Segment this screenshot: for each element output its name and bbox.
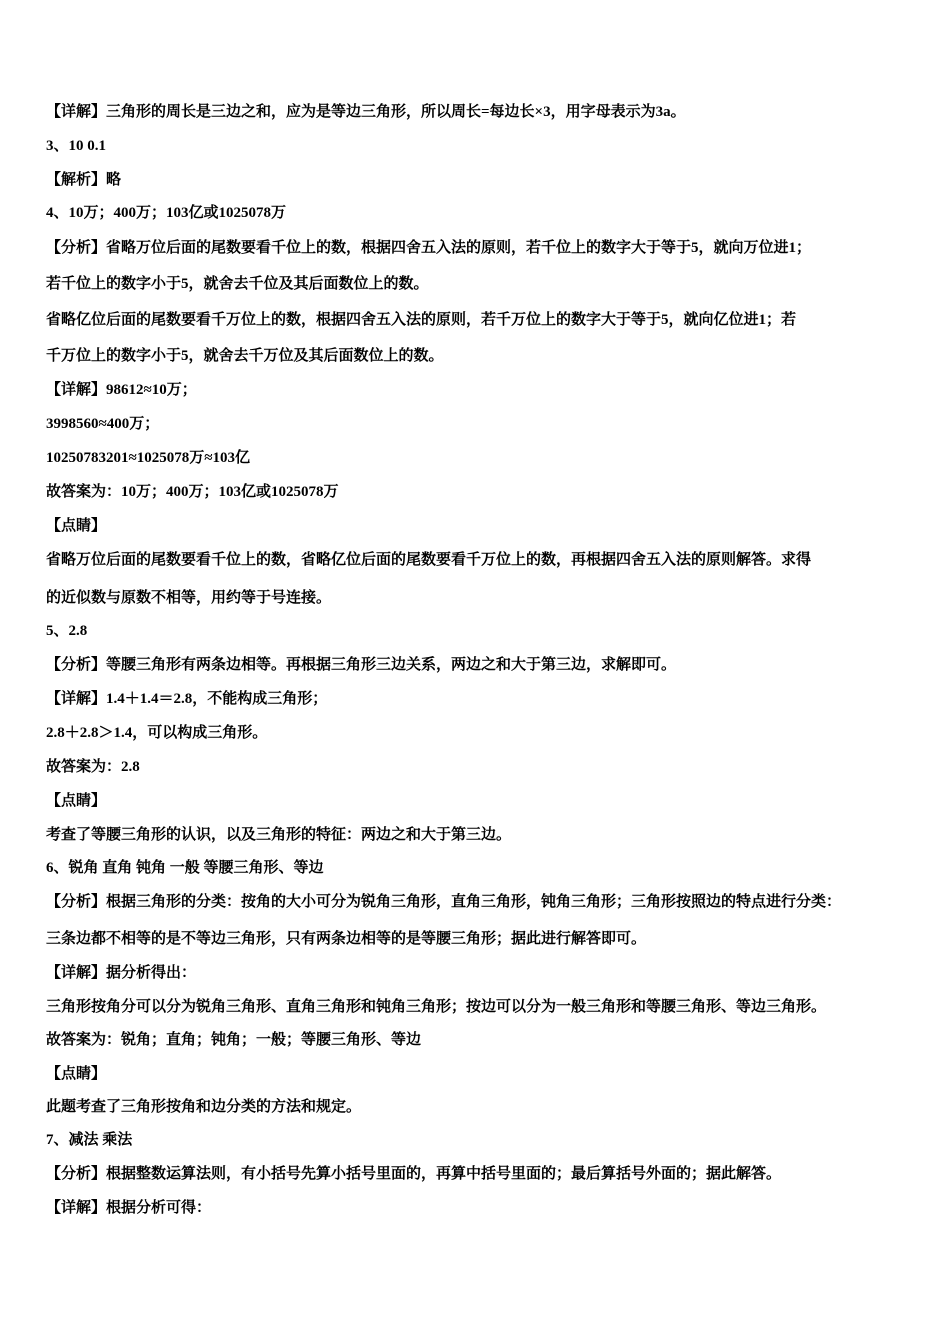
analysis-q6-line2: 三条边都不相等的是不等边三角形，只有两条边相等的是等腰三角形；据此进行解答即可。 [46,931,647,947]
comment-q5: 考查了等腰三角形的认识，以及三角形的特征：两边之和大于第三边。 [46,827,512,843]
detail-q6-heading: 【详解】据分析得出： [46,965,197,981]
final-answer-q6: 故答案为：锐角；直角；钝角；一般；等腰三角形、等边 [46,1032,422,1048]
final-answer-q5: 故答案为：2.8 [46,759,140,775]
comment-heading-q4: 【点睛】 [46,518,107,534]
detail-q5-line2: 2.8＋2.8＞1.4，可以构成三角形。 [46,725,268,741]
comment-heading-q6: 【点睛】 [46,1066,107,1082]
analysis-q4-line2: 若千位上的数字小于5，就舍去千位及其后面数位上的数。 [46,276,429,292]
detail-q4-line3: 10250783201≈1025078万≈103亿 [46,450,250,466]
detail-q6-line1: 三角形按角分可以分为锐角三角形、直角三角形和钝角三角形；按边可以分为一般三角形和等腰三角形、等边三角形。 [46,999,827,1015]
answer-q7: 7、减法 乘法 [46,1132,133,1148]
comment-heading-q5: 【点睛】 [46,793,107,809]
detail-q5-line1: 【详解】1.4＋1.4＝2.8，不能构成三角形； [46,691,328,707]
analysis-q5: 【分析】等腰三角形有两条边相等。再根据三角形三边关系，两边之和大于第三边，求解即可。 [46,657,677,673]
detail-q7: 【详解】根据分析可得： [46,1200,212,1216]
comment-q6: 此题考查了三角形按角和边分类的方法和规定。 [46,1099,362,1115]
detail-q2: 【详解】三角形的周长是三边之和，应为是等边三角形，所以周长=每边长×3，用字母表示为3a。 [46,104,686,120]
analysis-q4-line4: 千万位上的数字小于5，就舍去千万位及其后面数位上的数。 [46,348,444,364]
answer-q3: 3、10 0.1 [46,138,107,154]
detail-q4-line2: 3998560≈400万； [46,416,160,432]
answer-q6: 6、锐角 直角 钝角 一般 等腰三角形、等边 [46,860,324,876]
analysis-q6-line1: 【分析】根据三角形的分类：按角的大小可分为锐角三角形，直角三角形，钝角三角形；三角形按照边的特点进行分类： [46,894,842,910]
comment-q4-line2: 的近似数与原数不相等，用约等于号连接。 [46,590,332,606]
answer-q4: 4、10万；400万；103亿或1025078万 [46,205,287,221]
analysis-q4-line3: 省略亿位后面的尾数要看千万位上的数，根据四舍五入法的原则，若千万位上的数字大于等于5，就向亿位进1；若 [46,312,797,328]
detail-q4-line1: 【详解】98612≈10万； [46,382,197,398]
final-answer-q4: 故答案为：10万；400万；103亿或1025078万 [46,484,339,500]
answer-q5: 5、2.8 [46,623,88,639]
comment-q4-line1: 省略万位后面的尾数要看千位上的数，省略亿位后面的尾数要看千万位上的数，再根据四舍五入法的原则解答。求得 [46,552,812,568]
analysis-q3: 【解析】略 [46,172,122,188]
analysis-q7: 【分析】根据整数运算法则，有小括号先算小括号里面的，再算中括号里面的；最后算括号外面的；据此解答。 [46,1166,782,1182]
analysis-q4-line1: 【分析】省略万位后面的尾数要看千位上的数，根据四舍五入法的原则，若千位上的数字大于等于5，就向万位进1； [46,240,812,256]
